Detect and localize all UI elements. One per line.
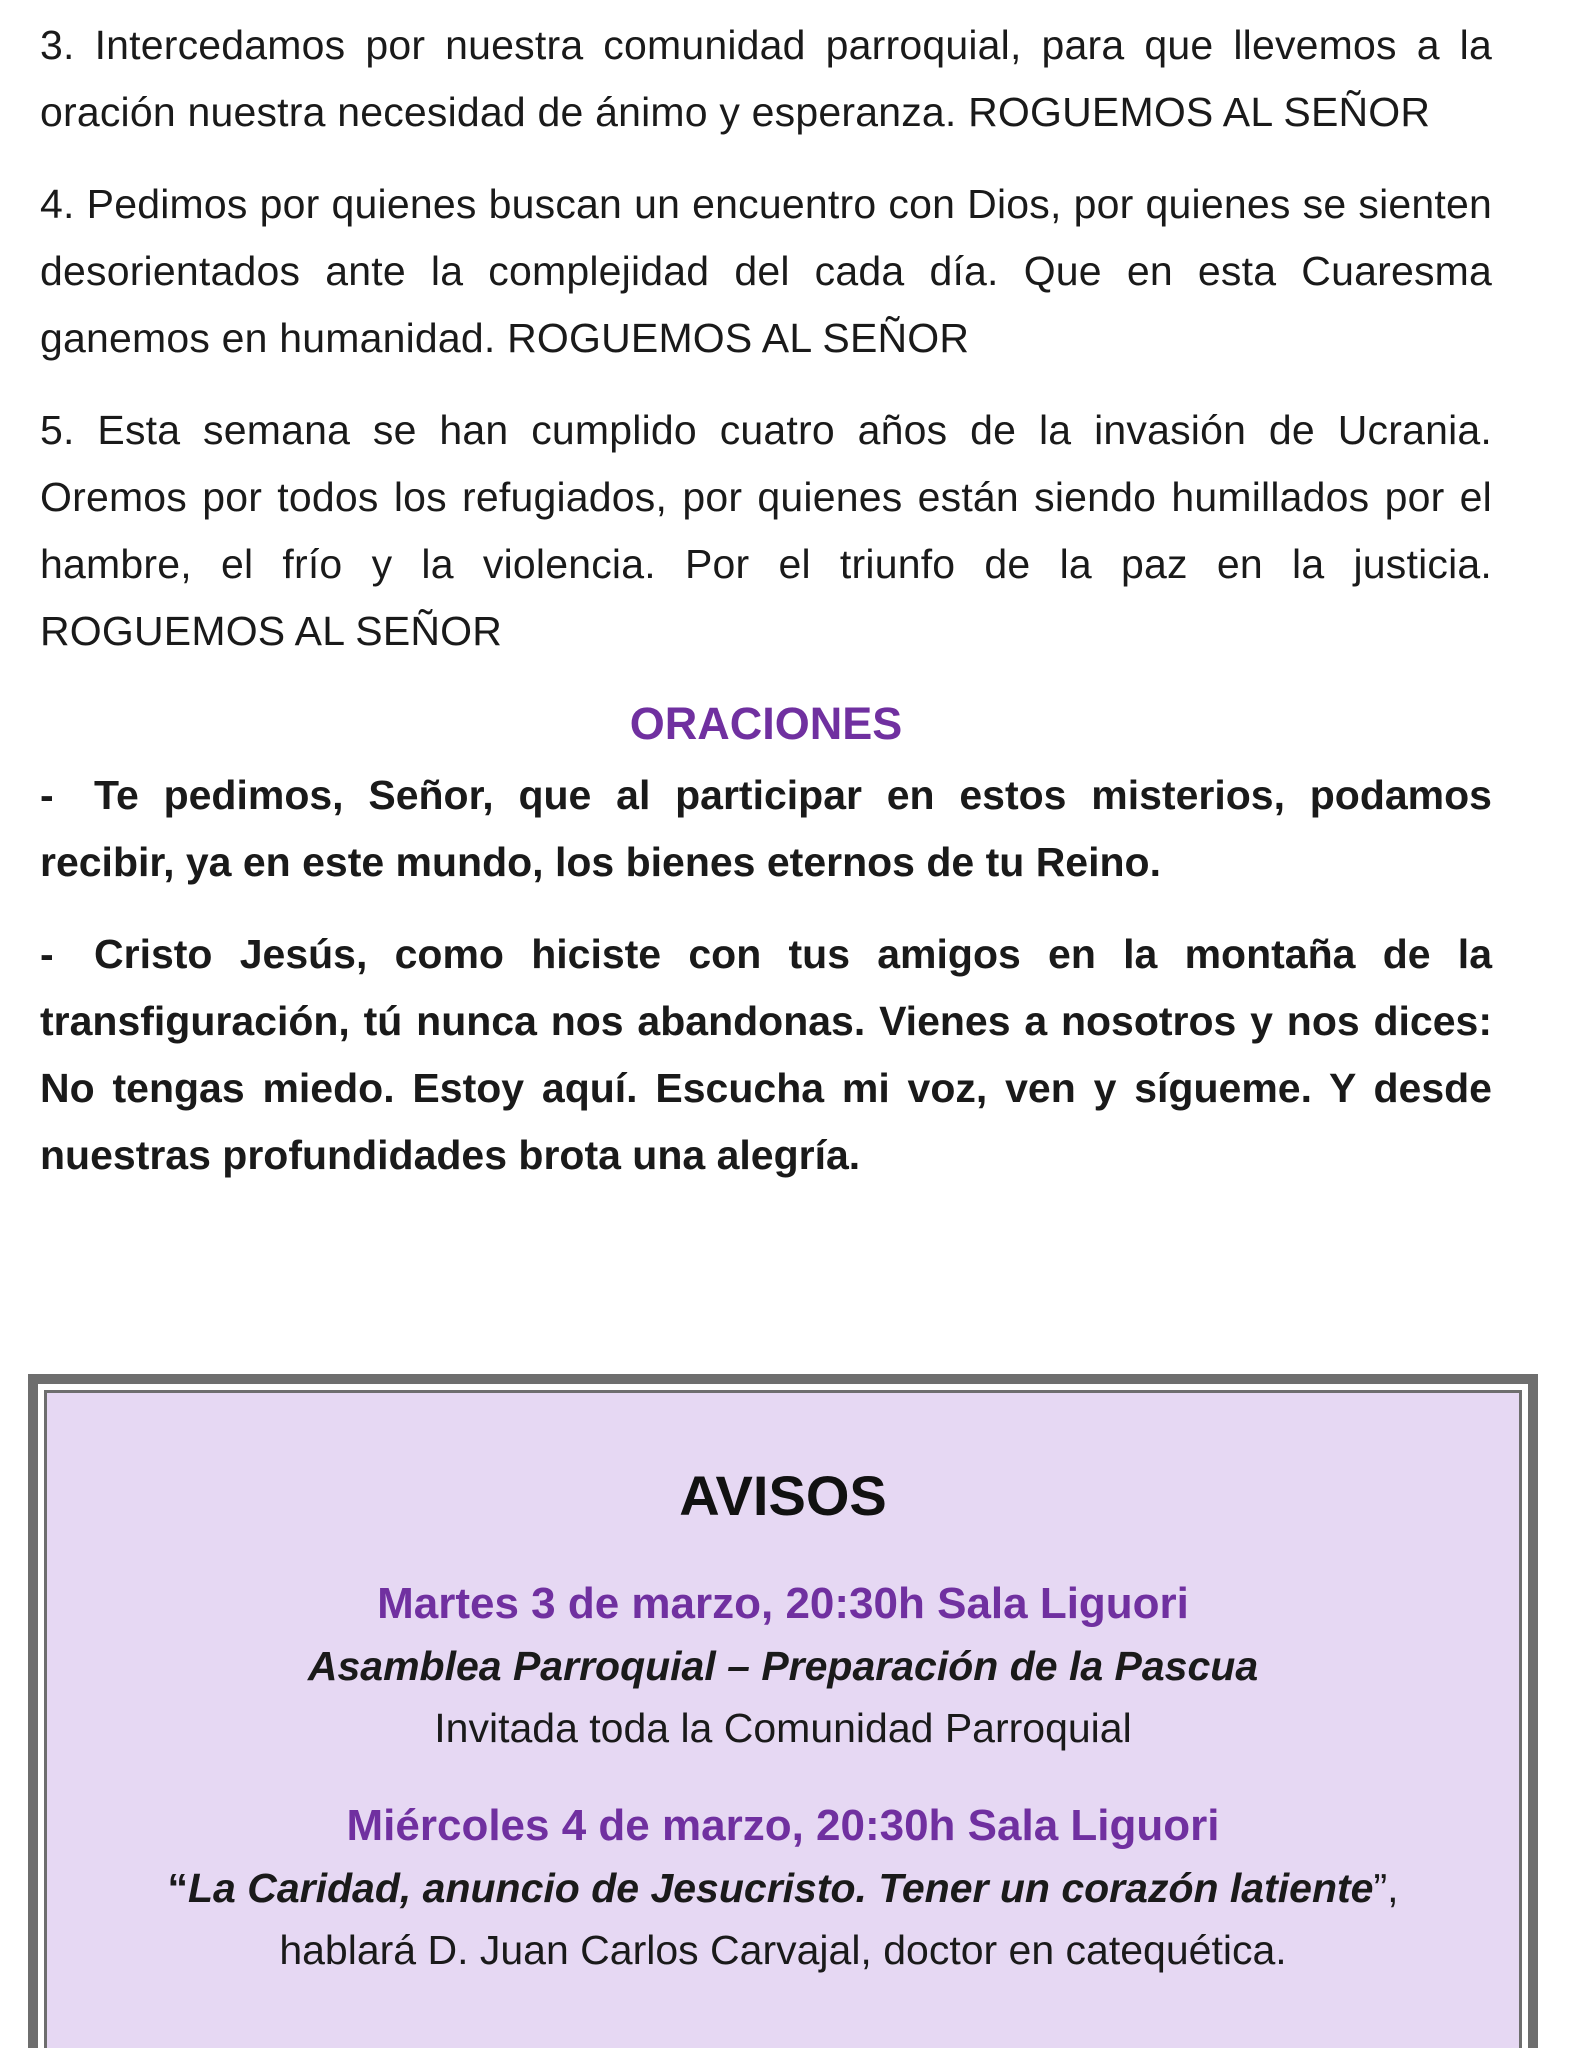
notice-2-subtitle xyxy=(47,1857,1519,1919)
quote-close: ”, xyxy=(1373,1865,1399,1911)
notice-2 xyxy=(47,1795,1519,1981)
notice-1 xyxy=(47,1573,1519,1759)
prayer-3: 3. Intercedamos por nuestra comunidad parroquial, para que llevemos a la oración nuestra necesidad de ánimo y esperanza. ROGUEMOS AL SEÑOR xyxy=(40,22,1492,135)
notice-2-detail: hablará D. Juan Carlos Carvajal, doctor en catequética. xyxy=(279,1927,1287,1973)
avisos-box xyxy=(28,1374,1538,2048)
notice-1-heading: Martes 3 de marzo, 20:30h Sala Liguori xyxy=(377,1579,1189,1628)
oration-dash: - xyxy=(40,772,54,818)
oration-1-text: Te pedimos, Señor, que al participar en estos misterios, podamos recibir, ya en este mundo, los bienes eternos de tu Reino. xyxy=(40,772,1492,885)
oration-dash: - xyxy=(40,931,54,977)
prayer-5: 5. Esta semana se han cumplido cuatro años de la invasión de Ucrania. Oremos por todos los refugiados, por quienes están siendo humillados por el hambre, el frío y la violencia. Por el triunfo de la paz en la justicia. ROGUEMOS AL SEÑOR xyxy=(40,407,1492,654)
oraciones-title: ORACIONES xyxy=(629,698,903,749)
prayer-4: 4. Pedimos por quienes buscan un encuentro con Dios, por quienes se sienten desorientados ante la complejidad del cada día. Que en esta Cuaresma ganemos en humanidad. ROGUEMOS AL SEÑOR xyxy=(40,181,1492,361)
quote-open: “ xyxy=(167,1865,188,1911)
notice-1-detail: Invitada toda la Comunidad Parroquial xyxy=(434,1705,1132,1751)
oration-2-text: Cristo Jesús, como hiciste con tus amigos en la montaña de la transfiguración, tú nunca nos abandonas. Vienes a nosotros y nos dices: No tengas miedo. Estoy aquí. Escucha mi voz, ven y sígueme. Y desde nuestras profundidades brota una alegría. xyxy=(40,931,1492,1178)
avisos-title: AVISOS xyxy=(679,1464,887,1527)
oration-1 xyxy=(40,762,1492,896)
notice-2-heading: Miércoles 4 de marzo, 20:30h Sala Liguori xyxy=(346,1801,1220,1850)
avisos-box-inner xyxy=(44,1390,1522,2048)
oration-2 xyxy=(40,921,1492,1189)
notice-2-quote: La Caridad, anuncio de Jesucristo. Tener un corazón latiente xyxy=(187,1865,1374,1911)
notice-1-subtitle: Asamblea Parroquial – Preparación de la Pascua xyxy=(307,1643,1259,1689)
prayers-section xyxy=(40,12,1492,1214)
